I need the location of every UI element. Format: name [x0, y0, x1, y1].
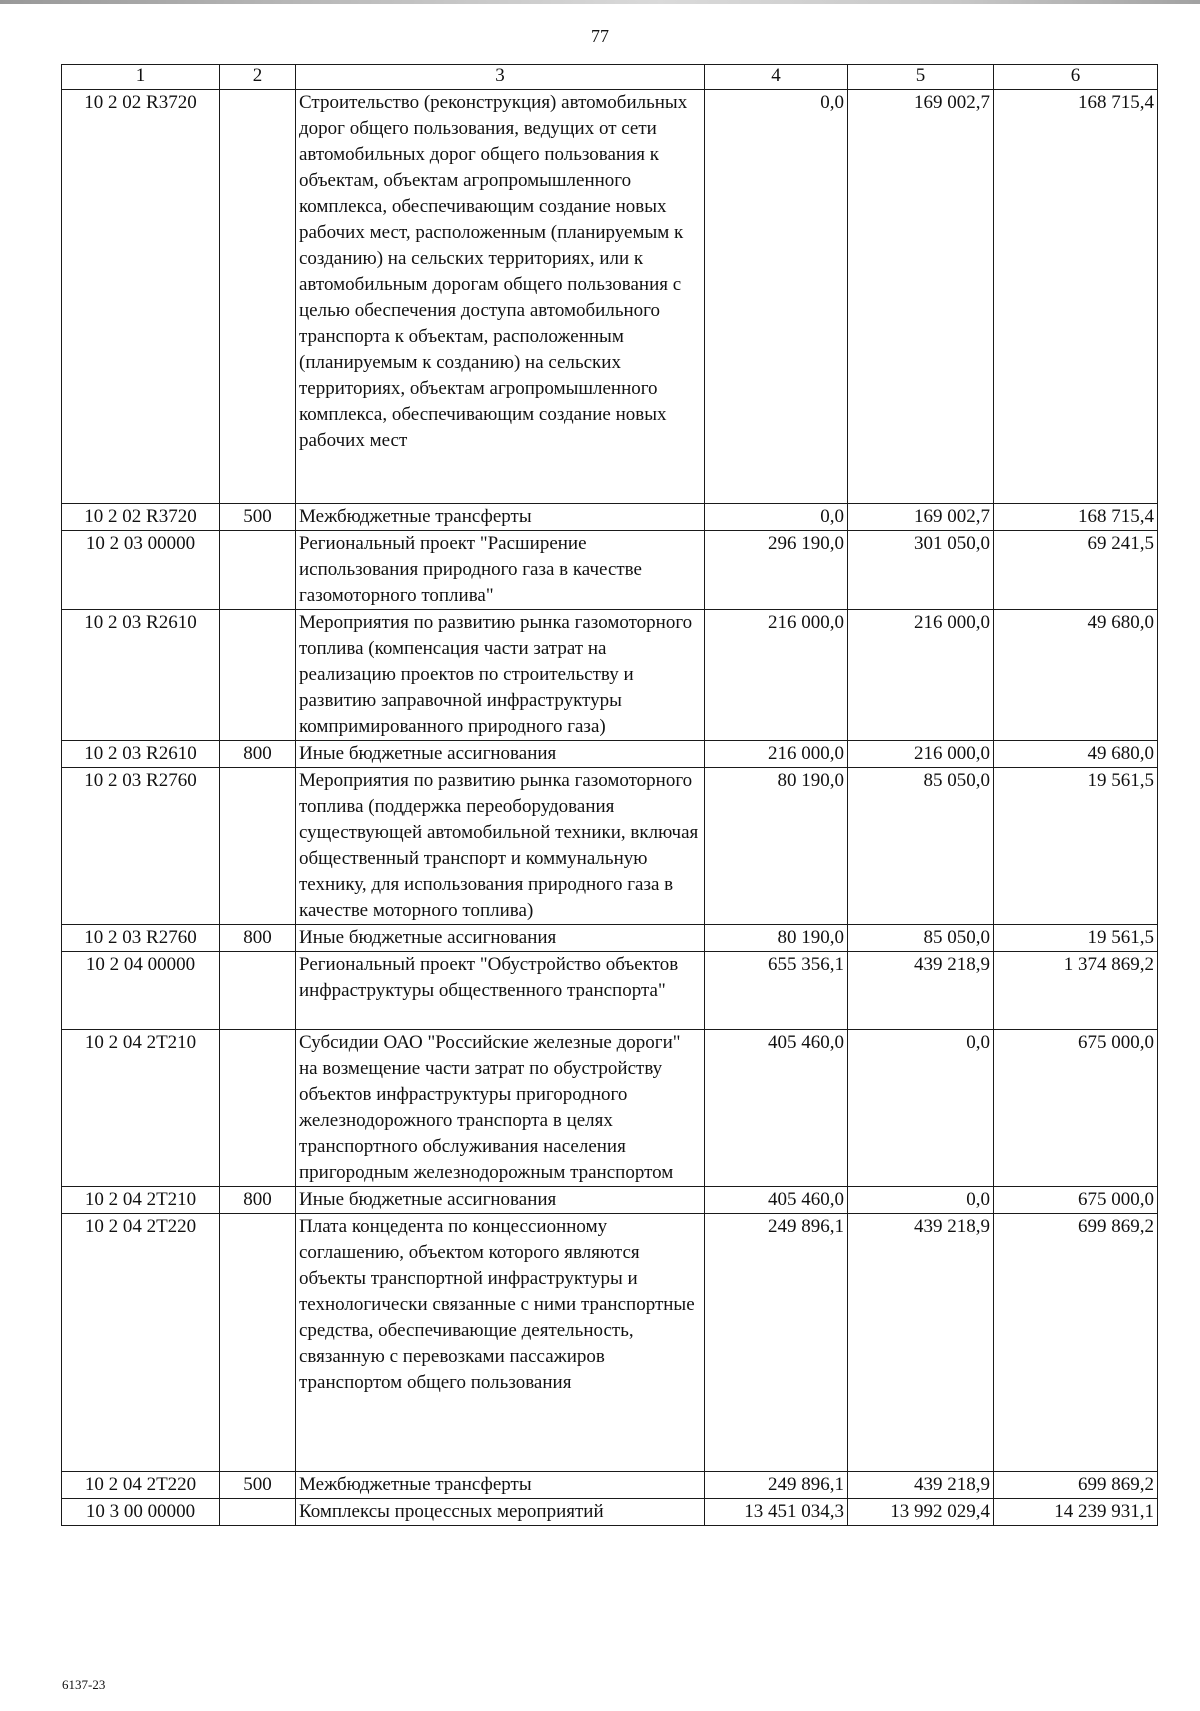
value-cell: 249 896,1 — [705, 1472, 848, 1499]
code-cell: 10 2 02 R3720 — [62, 504, 220, 531]
name-cell: Межбюджетные трансферты — [296, 1472, 705, 1499]
type-cell: 800 — [220, 925, 296, 952]
table-row — [62, 1030, 1158, 1187]
name-cell: Мероприятия по развитию рынка газомоторного топлива (компенсация части затрат на реализацию проектов по строительству и развитию заправочной инфраструктуры компримированного природного газа) — [296, 610, 705, 741]
column-header: 5 — [848, 65, 994, 90]
type-cell: 500 — [220, 1472, 296, 1499]
table-row — [62, 1499, 1158, 1526]
name-cell: Мероприятия по развитию рынка газомоторного топлива (поддержка переоборудования существующей автомобильной техники, включая общественный транспорт и коммунальную технику, для использования природного газа в качестве моторного топлива) — [296, 768, 705, 925]
value-cell: 169 002,7 — [848, 504, 994, 531]
table-row — [62, 504, 1158, 531]
table-row — [62, 90, 1158, 504]
type-cell: 800 — [220, 1187, 296, 1214]
table-row — [62, 531, 1158, 610]
type-cell — [220, 1499, 296, 1526]
value-cell: 69 241,5 — [994, 531, 1158, 610]
type-cell — [220, 768, 296, 925]
value-cell: 216 000,0 — [848, 610, 994, 741]
name-cell: Строительство (реконструкция) автомобильных дорог общего пользования, ведущих от сети автомобильных дорог общего пользования к объектам, объектам агропромышленного комплекса, обеспечивающим создание новых рабочих мест, расположенным (планируемым к созданию) на сельских территориях, или к автомобильным дорогам общего пользования с целью обеспечения доступа автомобильного транспорта к объектам, расположенным (планируемым к созданию) на сельских территориях, объектам агропромышленного комплекса, обеспечивающим создание новых рабочих мест — [296, 90, 705, 504]
name-cell: Комплексы процессных мероприятий — [296, 1499, 705, 1526]
table-row — [62, 1214, 1158, 1472]
value-cell: 19 561,5 — [994, 768, 1158, 925]
header-row — [62, 65, 1158, 90]
value-cell: 80 190,0 — [705, 925, 848, 952]
type-cell — [220, 1214, 296, 1472]
table-row — [62, 610, 1158, 741]
type-cell: 800 — [220, 741, 296, 768]
value-cell: 439 218,9 — [848, 1472, 994, 1499]
value-cell: 296 190,0 — [705, 531, 848, 610]
document-code: 6137-23 — [62, 1677, 106, 1692]
value-cell: 655 356,1 — [705, 952, 848, 1030]
value-cell: 675 000,0 — [994, 1187, 1158, 1214]
value-cell: 216 000,0 — [705, 610, 848, 741]
code-cell: 10 2 04 2Т220 — [62, 1472, 220, 1499]
table-row — [62, 1472, 1158, 1499]
value-cell: 19 561,5 — [994, 925, 1158, 952]
table-row — [62, 952, 1158, 1030]
name-cell: Региональный проект "Расширение использования природного газа в качестве газомоторного топлива" — [296, 531, 705, 610]
value-cell: 49 680,0 — [994, 610, 1158, 741]
value-cell: 80 190,0 — [705, 768, 848, 925]
value-cell: 168 715,4 — [994, 90, 1158, 504]
code-cell: 10 2 04 2Т210 — [62, 1187, 220, 1214]
type-cell — [220, 952, 296, 1030]
code-cell: 10 2 03 R2610 — [62, 610, 220, 741]
name-cell: Иные бюджетные ассигнования — [296, 741, 705, 768]
value-cell: 0,0 — [705, 504, 848, 531]
code-cell: 10 3 00 00000 — [62, 1499, 220, 1526]
code-cell: 10 2 04 2Т220 — [62, 1214, 220, 1472]
code-cell: 10 2 03 00000 — [62, 531, 220, 610]
value-cell: 699 869,2 — [994, 1214, 1158, 1472]
code-cell: 10 2 03 R2760 — [62, 925, 220, 952]
type-cell: 500 — [220, 504, 296, 531]
column-header: 1 — [62, 65, 220, 90]
type-cell — [220, 531, 296, 610]
value-cell: 405 460,0 — [705, 1030, 848, 1187]
value-cell: 0,0 — [848, 1030, 994, 1187]
value-cell: 1 374 869,2 — [994, 952, 1158, 1030]
code-cell: 10 2 04 00000 — [62, 952, 220, 1030]
value-cell: 0,0 — [848, 1187, 994, 1214]
value-cell: 85 050,0 — [848, 768, 994, 925]
name-cell: Региональный проект "Обустройство объектов инфраструктуры общественного транспорта" — [296, 952, 705, 1030]
column-header: 3 — [296, 65, 705, 90]
value-cell: 169 002,7 — [848, 90, 994, 504]
value-cell: 14 239 931,1 — [994, 1499, 1158, 1526]
name-cell: Субсидии ОАО "Российские железные дороги" на возмещение части затрат по обустройству объектов инфраструктуры пригородного железнодорожного транспорта в целях транспортного обслуживания населения пригородным железнодорожным транспортом — [296, 1030, 705, 1187]
value-cell: 216 000,0 — [848, 741, 994, 768]
code-cell: 10 2 03 R2610 — [62, 741, 220, 768]
code-cell: 10 2 03 R2760 — [62, 768, 220, 925]
value-cell: 216 000,0 — [705, 741, 848, 768]
value-cell: 439 218,9 — [848, 1214, 994, 1472]
column-header: 6 — [994, 65, 1158, 90]
value-cell: 439 218,9 — [848, 952, 994, 1030]
table-row — [62, 1187, 1158, 1214]
scan-edge — [0, 0, 1200, 4]
value-cell: 13 451 034,3 — [705, 1499, 848, 1526]
table-row — [62, 741, 1158, 768]
name-cell: Иные бюджетные ассигнования — [296, 1187, 705, 1214]
value-cell: 249 896,1 — [705, 1214, 848, 1472]
type-cell — [220, 610, 296, 741]
value-cell: 405 460,0 — [705, 1187, 848, 1214]
name-cell: Плата концедента по концессионному соглашению, объектом которого являются объекты транспортной инфраструктуры и технологически связанные с ними транспортные средства, обеспечивающие деятельность, связанную с перевозками пассажиров транспортом общего пользования — [296, 1214, 705, 1472]
table-row — [62, 925, 1158, 952]
page-number: 77 — [591, 26, 609, 46]
value-cell: 301 050,0 — [848, 531, 994, 610]
value-cell: 49 680,0 — [994, 741, 1158, 768]
type-cell — [220, 1030, 296, 1187]
value-cell: 675 000,0 — [994, 1030, 1158, 1187]
budget-table — [61, 64, 1158, 1526]
value-cell: 699 869,2 — [994, 1472, 1158, 1499]
value-cell: 0,0 — [705, 90, 848, 504]
name-cell: Иные бюджетные ассигнования — [296, 925, 705, 952]
table-row — [62, 768, 1158, 925]
code-cell: 10 2 04 2Т210 — [62, 1030, 220, 1187]
name-cell: Межбюджетные трансферты — [296, 504, 705, 531]
type-cell — [220, 90, 296, 504]
column-header: 4 — [705, 65, 848, 90]
value-cell: 85 050,0 — [848, 925, 994, 952]
code-cell: 10 2 02 R3720 — [62, 90, 220, 504]
value-cell: 13 992 029,4 — [848, 1499, 994, 1526]
value-cell: 168 715,4 — [994, 504, 1158, 531]
column-header: 2 — [220, 65, 296, 90]
